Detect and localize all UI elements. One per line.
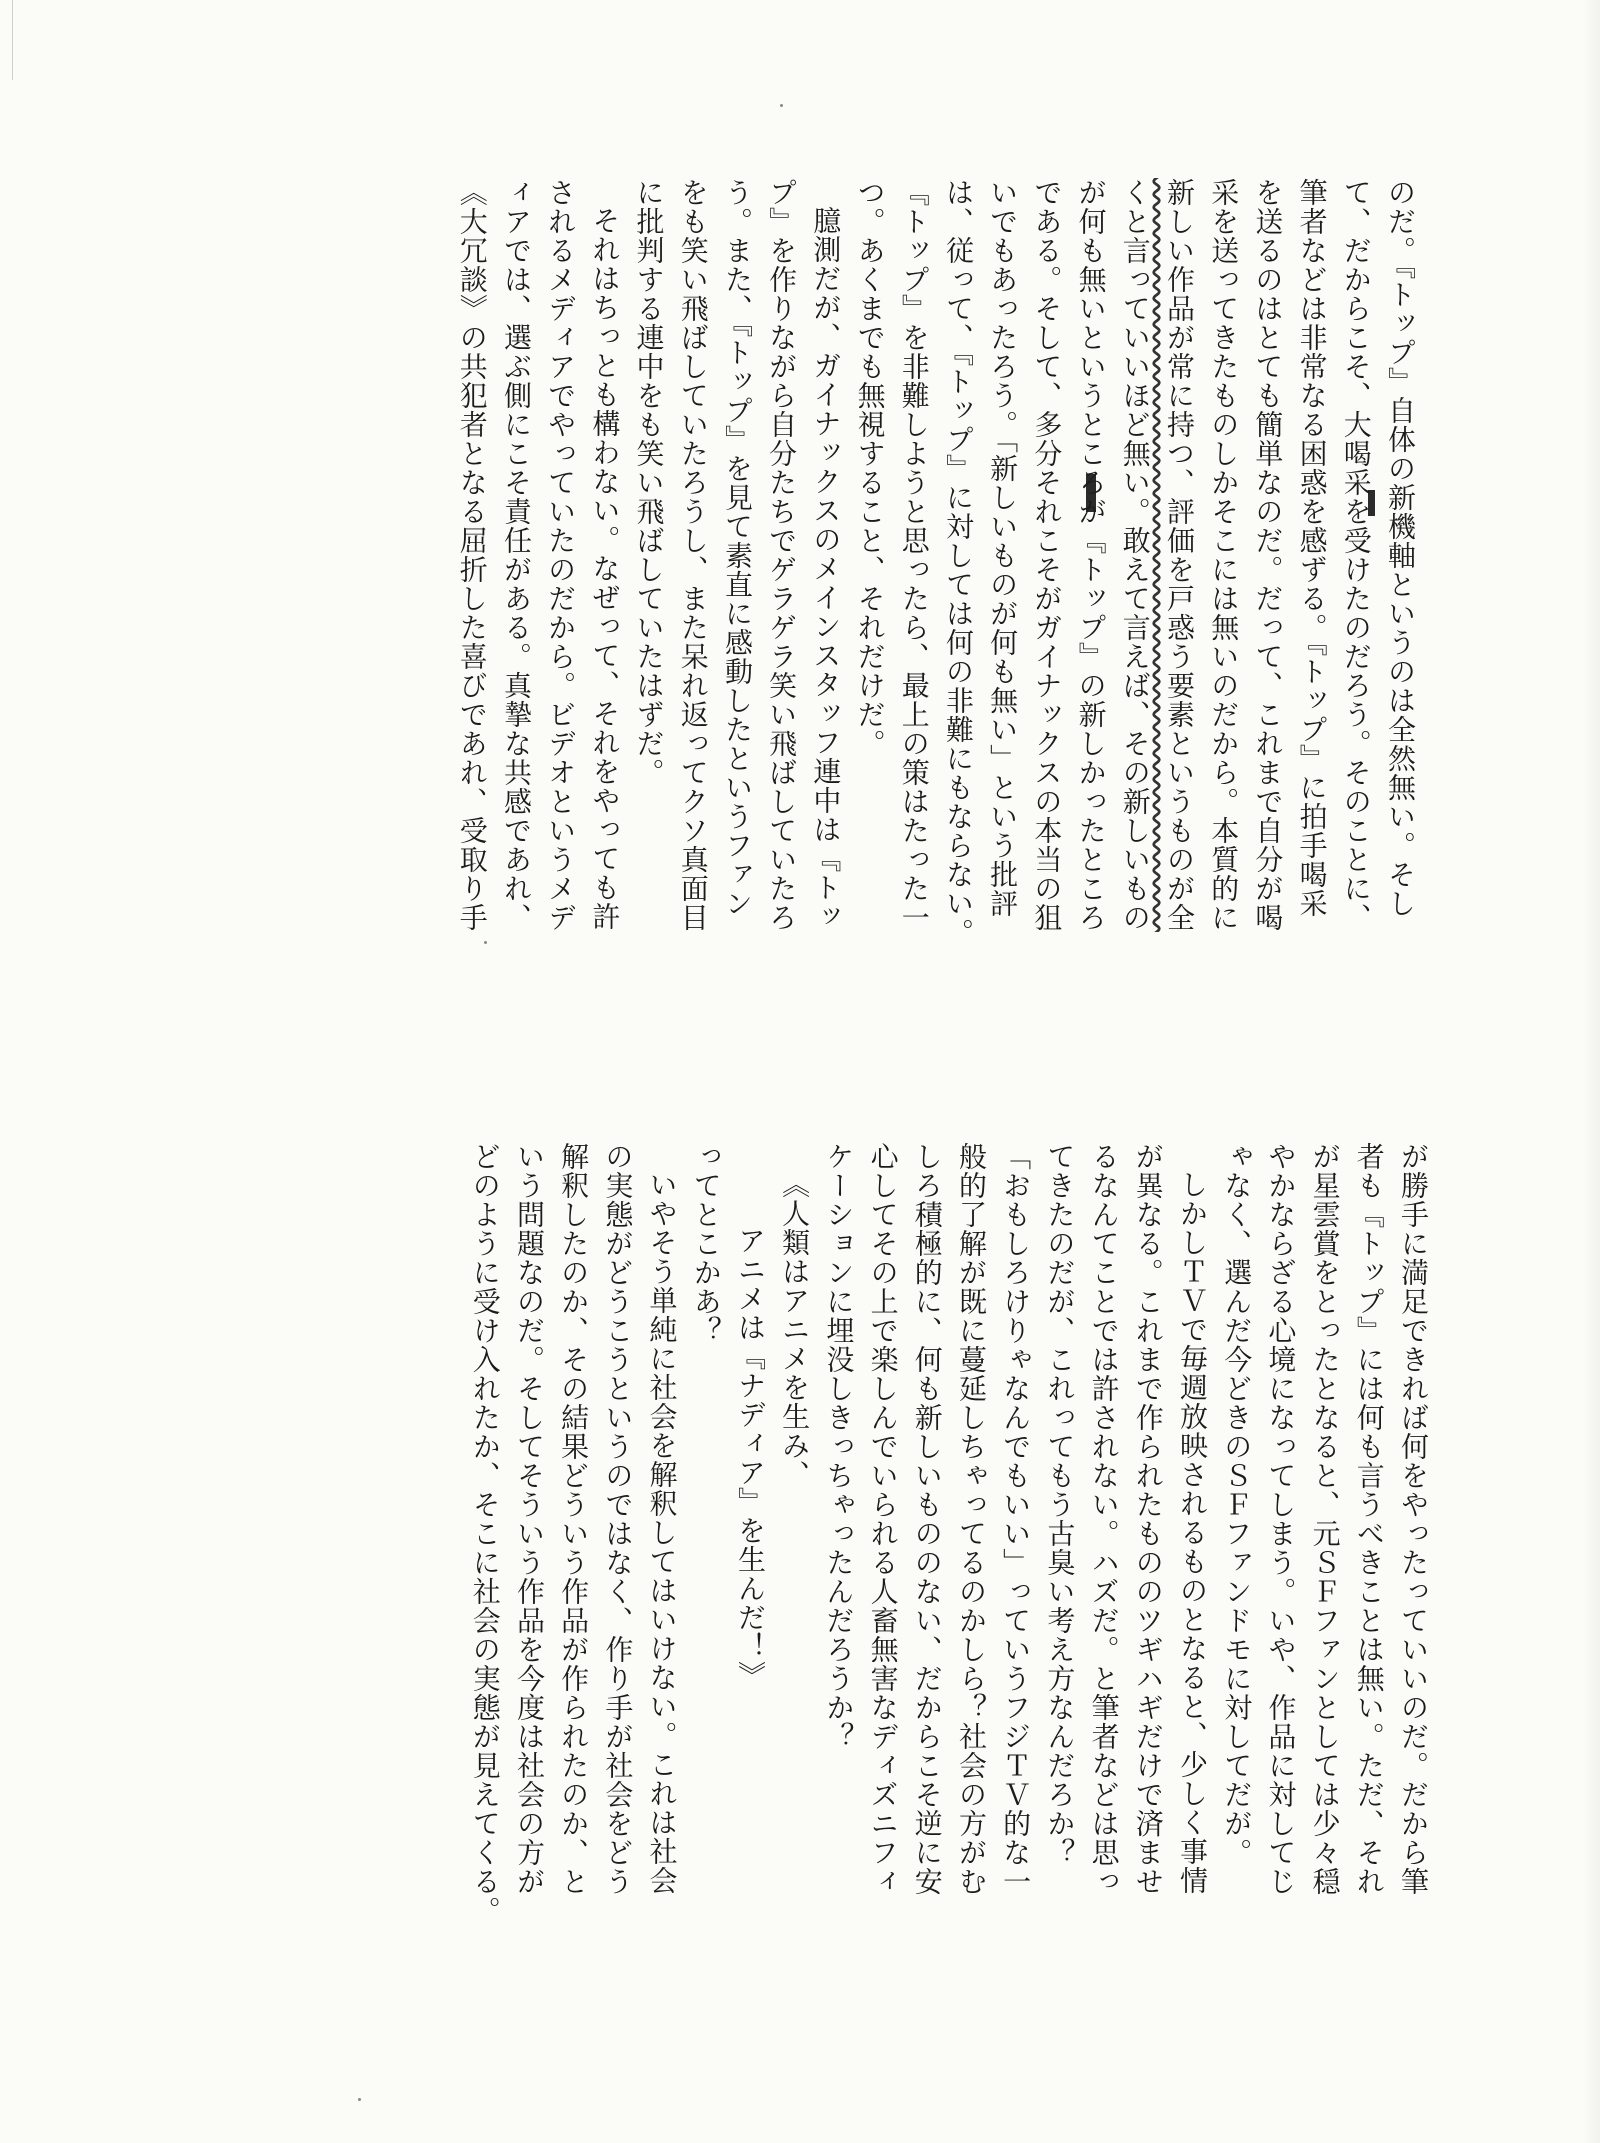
- text-column: しろ積極的に、何も新しいもののない、だからこそ逆に安: [910, 1142, 944, 1896]
- text-column: ゃなく、選んだ今どきのＳＦファンドモに対してだが。: [1220, 1142, 1254, 1867]
- text-column: 「おもしろけりゃなんでもいい」っていうフジＴＶ的な一: [999, 1142, 1033, 1896]
- text-column: のだ。『トップ』自体の新機軸というのは全然無い。そし: [1384, 178, 1417, 918]
- text-column: が星雲賞をとったとなると、元ＳＦファンとしては少々穏: [1308, 1142, 1342, 1896]
- scan-edge-mark: [0, 0, 13, 80]
- text-column: 采を送ってきたものしかそこには無いのだから。本質的に: [1207, 178, 1241, 932]
- text-column: う。また、『トップ』を見て素直に感動したというファン: [720, 178, 754, 918]
- text-column: である。そして、多分それこそがガイナックスの本当の狙: [1030, 178, 1064, 932]
- text-column: 心してその上で楽しんでいられる人畜無害なディズニフィ: [866, 1142, 900, 1896]
- text-column: 《大冗談》の共犯者となる屈折した喜びであれ、受取り手: [455, 178, 489, 932]
- text-column: が異なる。これまで作られたもののツギハギだけで済ませ: [1131, 1142, 1165, 1896]
- text-column: いう問題なのだ。そしてそういう作品を今度は社会の方が: [512, 1142, 546, 1896]
- text-column: 解釈したのか、その結果どういう作品が作られたのか、と: [557, 1142, 591, 1896]
- text-column: るなんてことでは許されない。ハズだ。と筆者などは思っ: [1087, 1142, 1121, 1896]
- text-column: 者も『トップ』には何も言うべきことは無い。ただ、それ: [1352, 1142, 1386, 1896]
- scan-speck: [780, 104, 783, 107]
- text-column: どのように受け入れたか、そこに社会の実態が見えてくる。: [468, 1142, 502, 1925]
- text-column: つ。あくまでも無視すること、それだけだ。: [853, 178, 887, 758]
- text-column: ってとこかあ？: [689, 1142, 723, 1345]
- text-column-emphasized: 新しい作品が常に持つ、評価を戸惑う要素というものが全: [1162, 178, 1196, 932]
- paragraph-start-column: 臆測だが、ガイナックスのメインスタッフ連中は『トッ: [809, 206, 843, 931]
- text-column: て、だからこそ、大喝采を受けたのだろう。そのことに、: [1339, 178, 1373, 932]
- quote-column: アニメは『ナディア』を生んだ！》: [733, 1226, 767, 1690]
- text-column: に批判する連中をも笑い飛ばしていたはずだ。: [632, 178, 666, 787]
- text-column: されるメディアでやっていたのだから。ビデオというメデ: [544, 178, 578, 932]
- text-column: の実態がどうこうというのではなく、作り手が社会をどう: [601, 1142, 635, 1896]
- paragraph-start-column: いやそう単純に社会を解釈してはいけない。これは社会: [645, 1170, 679, 1895]
- text-column: プ』を作りながら自分たちでゲラゲラ笑い飛ばしていたろ: [765, 178, 799, 932]
- text-column: 般的了解が既に蔓延しちゃってるのかしら？社会の方がむ: [954, 1142, 988, 1896]
- paragraph-start-column: しかしＴＶで毎週放映されるものとなると、少しく事情: [1175, 1170, 1209, 1895]
- bottom-text-block: [463, 1142, 1435, 2022]
- text-column: 筆者などは非常なる困惑を感ずる。『トップ』に拍手喝采: [1295, 178, 1329, 918]
- text-column: くと言っていいほど無い。敢えて言えば、その新しいもの: [1118, 178, 1152, 932]
- text-column: が何も無いというところが『トップ』の新しかったところ: [1074, 178, 1108, 932]
- text-column: をも笑い飛ばしていたろうし、また呆れ返ってクソ真面目: [676, 178, 710, 932]
- paragraph-start-column: それはちっとも構わない。なぜって、それをやっても許: [588, 206, 622, 931]
- text-column: ケーションに埋没しきっちゃったんだろうか？: [822, 1142, 856, 1751]
- text-column: 『トップ』を非難しようと思ったら、最上の策はたった一: [897, 178, 931, 932]
- text-column: は、従って、『トップ』に対しては何の非難にもならない。: [941, 178, 975, 947]
- text-column: ィアでは、選ぶ側にこそ責任がある。真摯な共感であれ、: [499, 178, 533, 932]
- page-edge-shadow: [1582, 0, 1600, 2143]
- text-column: が勝手に満足できれば何をやったっていいのだ。だから筆: [1397, 1142, 1430, 1896]
- top-text-block: [450, 178, 1422, 1038]
- text-column: やかならざる心境になってしまう。いや、作品に対してじ: [1264, 1142, 1298, 1896]
- text-column: を送るのはとても簡単なのだ。だって、これまで自分が喝: [1251, 178, 1285, 932]
- text-column: てきたのだが、これってもう古臭い考え方なんだろか？: [1043, 1142, 1077, 1867]
- scan-speck: [358, 2098, 361, 2101]
- text-column: いでもあったろう。「新しいものが何も無い」という批評: [986, 178, 1020, 918]
- quote-column: 《人類はアニメを生み、: [778, 1170, 812, 1489]
